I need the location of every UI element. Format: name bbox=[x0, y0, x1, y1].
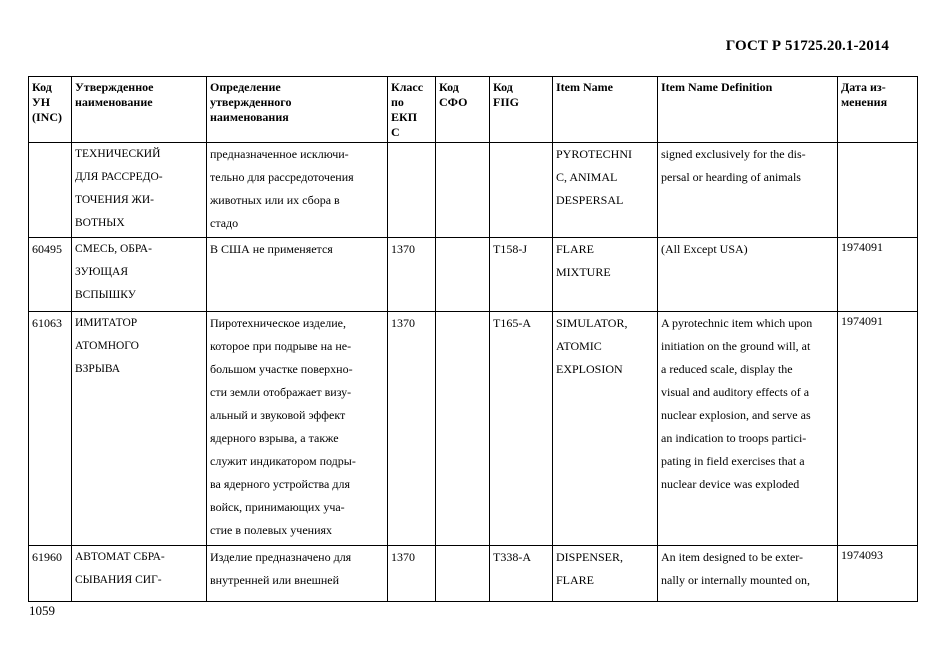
cell-definition bbox=[207, 143, 388, 238]
cell-fiig-code bbox=[490, 312, 553, 546]
cell-text-line: nuclear device was exploded bbox=[661, 477, 800, 491]
catalog-table bbox=[28, 76, 918, 602]
cell-text-line: стие в полевых учениях bbox=[210, 523, 333, 537]
table-row bbox=[29, 546, 918, 602]
cell-text-line: ядерного взрыва, а также bbox=[210, 431, 339, 445]
cell-text-line: служит индикатором подры- bbox=[210, 454, 356, 468]
cell-text-line: ATOMIC bbox=[556, 339, 602, 353]
column-header-line: Определение bbox=[210, 80, 281, 94]
cell-ekps-class bbox=[388, 238, 436, 312]
column-header-line: Код bbox=[32, 80, 52, 94]
table-header-row bbox=[29, 77, 918, 143]
cell-item-name bbox=[553, 312, 658, 546]
cell-text-line: PYROTECHNI bbox=[556, 147, 633, 161]
cell-text-line: SIMULATOR, bbox=[556, 316, 628, 330]
cell-text-line: АТОМНОГО bbox=[75, 340, 139, 352]
cell-text-line: войск, принимающих уча- bbox=[210, 500, 345, 514]
cell-text-line: 1974091 bbox=[841, 314, 883, 328]
column-header-line: ЕКП bbox=[391, 110, 418, 124]
cell-item-name bbox=[553, 143, 658, 238]
cell-text-line: 1974091 bbox=[841, 240, 883, 254]
cell-definition bbox=[207, 546, 388, 602]
cell-text-line: (All Except USA) bbox=[661, 242, 748, 256]
column-header-line: менения bbox=[841, 95, 888, 109]
cell-text-line: a reduced scale, display the bbox=[661, 362, 793, 376]
cell-fiig-code bbox=[490, 143, 553, 238]
cell-definition bbox=[207, 312, 388, 546]
cell-text-line: большом участке поверхно- bbox=[210, 362, 353, 376]
cell-text-line: тельно для рассредоточения bbox=[210, 170, 354, 184]
cell-ekps-class bbox=[388, 312, 436, 546]
column-header-line: утвержденного bbox=[210, 95, 292, 109]
cell-ekps-class bbox=[388, 143, 436, 238]
cell-item-name bbox=[553, 238, 658, 312]
cell-text-line: предназначенное исключи- bbox=[210, 147, 349, 161]
cell-text-line: стадо bbox=[210, 216, 239, 230]
cell-item-name-definition bbox=[658, 238, 838, 312]
cell-text-line: ТЕХНИЧЕСКИЙ bbox=[75, 148, 161, 160]
cell-text-line: EXPLOSION bbox=[556, 362, 623, 376]
cell-text-line: 1370 bbox=[391, 550, 415, 564]
column-header-definition bbox=[207, 77, 388, 143]
column-header-approved-name bbox=[72, 77, 207, 143]
column-header-line: (INC) bbox=[32, 110, 62, 124]
column-header-sfo-code bbox=[436, 77, 490, 143]
column-header-fiig-code bbox=[490, 77, 553, 143]
cell-definition bbox=[207, 238, 388, 312]
cell-text-line: 60495 bbox=[32, 242, 62, 256]
column-header-line: Класс bbox=[391, 80, 424, 94]
cell-text-line: nuclear explosion, and serve as bbox=[661, 408, 811, 422]
table-row bbox=[29, 143, 918, 238]
cell-approved-name bbox=[72, 312, 207, 546]
cell-text-line: An item designed to be exter- bbox=[661, 550, 804, 564]
cell-change-date bbox=[838, 143, 918, 238]
cell-text-line: которое при подрыве на не- bbox=[210, 339, 352, 353]
cell-un-code bbox=[29, 546, 72, 602]
cell-text-line: Пиротехническое изделие, bbox=[210, 316, 346, 330]
cell-text-line: животных или их сбора в bbox=[210, 193, 340, 207]
cell-text-line: ВОТНЫХ bbox=[75, 217, 125, 229]
cell-text-line: FLARE bbox=[556, 573, 595, 587]
cell-change-date bbox=[838, 312, 918, 546]
cell-text-line: nally or internally mounted on, bbox=[661, 573, 810, 587]
column-header-line: FIIG bbox=[493, 95, 520, 109]
cell-item-name bbox=[553, 546, 658, 602]
cell-text-line: visual and auditory effects of a bbox=[661, 385, 810, 399]
cell-text-line: persal or hearding of animals bbox=[661, 170, 801, 184]
cell-change-date bbox=[838, 546, 918, 602]
cell-text-line: СЫВАНИЯ СИГ- bbox=[75, 574, 162, 586]
column-header-line: Item Name bbox=[556, 80, 613, 94]
table-row bbox=[29, 238, 918, 312]
cell-item-name-definition bbox=[658, 546, 838, 602]
column-header-line: Код bbox=[439, 80, 459, 94]
cell-text-line: ЗУЮЩАЯ bbox=[75, 266, 129, 278]
cell-text-line: Изделие предназначено для bbox=[210, 550, 352, 564]
column-header-change-date bbox=[838, 77, 918, 143]
cell-text-line: DESPERSAL bbox=[556, 193, 624, 207]
cell-text-line: an indication to troops partici- bbox=[661, 431, 807, 445]
cell-ekps-class bbox=[388, 546, 436, 602]
cell-item-name-definition bbox=[658, 143, 838, 238]
cell-text-line: сти земли отображает визу- bbox=[210, 385, 352, 399]
cell-text-line: В США не применяется bbox=[210, 242, 333, 256]
column-header-line: Item Name Definition bbox=[661, 80, 773, 94]
column-header-line: УН bbox=[32, 95, 51, 109]
column-header-line: наименования bbox=[210, 110, 289, 124]
cell-text-line: C, ANIMAL bbox=[556, 170, 618, 184]
cell-text-line: T165-A bbox=[493, 316, 531, 330]
cell-text-line: альный и звуковой эффект bbox=[210, 408, 346, 422]
cell-sfo-code bbox=[436, 312, 490, 546]
cell-un-code bbox=[29, 312, 72, 546]
column-header-line: Дата из- bbox=[841, 80, 886, 94]
cell-text-line: initiation on the ground will, at bbox=[661, 339, 811, 353]
cell-text-line: внутренней или внешней bbox=[210, 573, 340, 587]
cell-approved-name bbox=[72, 143, 207, 238]
cell-text-line: T338-A bbox=[493, 550, 531, 564]
cell-sfo-code bbox=[436, 238, 490, 312]
column-header-ekps-class bbox=[388, 77, 436, 143]
column-header-line: С bbox=[391, 125, 400, 139]
cell-text-line: 1370 bbox=[391, 316, 415, 330]
cell-un-code bbox=[29, 238, 72, 312]
cell-text-line: FLARE bbox=[556, 242, 595, 256]
cell-text-line: 1974093 bbox=[841, 548, 883, 562]
cell-sfo-code bbox=[436, 143, 490, 238]
column-header-un-code bbox=[29, 77, 72, 143]
cell-text-line: pating in field exercises that a bbox=[661, 454, 805, 468]
column-header-line: наименование bbox=[75, 95, 153, 109]
cell-text-line: ДЛЯ РАССРЕДО- bbox=[75, 171, 163, 183]
cell-text-line: АВТОМАТ СБРА- bbox=[75, 551, 165, 563]
cell-text-line: MIXTURE bbox=[556, 265, 611, 279]
column-header-line: СФО bbox=[439, 95, 468, 109]
cell-text-line: 61960 bbox=[32, 550, 62, 564]
cell-fiig-code bbox=[490, 546, 553, 602]
cell-approved-name bbox=[72, 546, 207, 602]
page-number: 1059 bbox=[29, 603, 55, 618]
cell-text-line: ТОЧЕНИЯ ЖИ- bbox=[75, 194, 154, 206]
document-standard-title: ГОСТ Р 51725.20.1-2014 bbox=[725, 38, 889, 54]
column-header-line: по bbox=[391, 95, 404, 109]
cell-text-line: ва ядерного устройства для bbox=[210, 477, 350, 491]
cell-text-line: DISPENSER, bbox=[556, 550, 624, 564]
column-header-item-name bbox=[553, 77, 658, 143]
cell-un-code bbox=[29, 143, 72, 238]
column-header-item-name-definition bbox=[658, 77, 838, 143]
cell-text-line: A pyrotechnic item which upon bbox=[661, 316, 813, 330]
cell-change-date bbox=[838, 238, 918, 312]
cell-text-line: ВСПЫШКУ bbox=[75, 289, 136, 301]
column-header-line: Утвержденное bbox=[75, 80, 154, 94]
table-body bbox=[29, 143, 918, 602]
cell-sfo-code bbox=[436, 546, 490, 602]
cell-text-line: signed exclusively for the dis- bbox=[661, 147, 806, 161]
column-header-line: Код bbox=[493, 80, 513, 94]
cell-approved-name bbox=[72, 238, 207, 312]
cell-text-line: СМЕСЬ, ОБРА- bbox=[75, 243, 152, 255]
cell-text-line: ВЗРЫВА bbox=[75, 363, 121, 375]
cell-text-line: T158-J bbox=[493, 242, 527, 256]
cell-text-line: 61063 bbox=[32, 316, 62, 330]
table-row bbox=[29, 312, 918, 546]
cell-item-name-definition bbox=[658, 312, 838, 546]
cell-text-line: 1370 bbox=[391, 242, 415, 256]
cell-fiig-code bbox=[490, 238, 553, 312]
cell-text-line: ИМИТАТОР bbox=[75, 317, 138, 329]
